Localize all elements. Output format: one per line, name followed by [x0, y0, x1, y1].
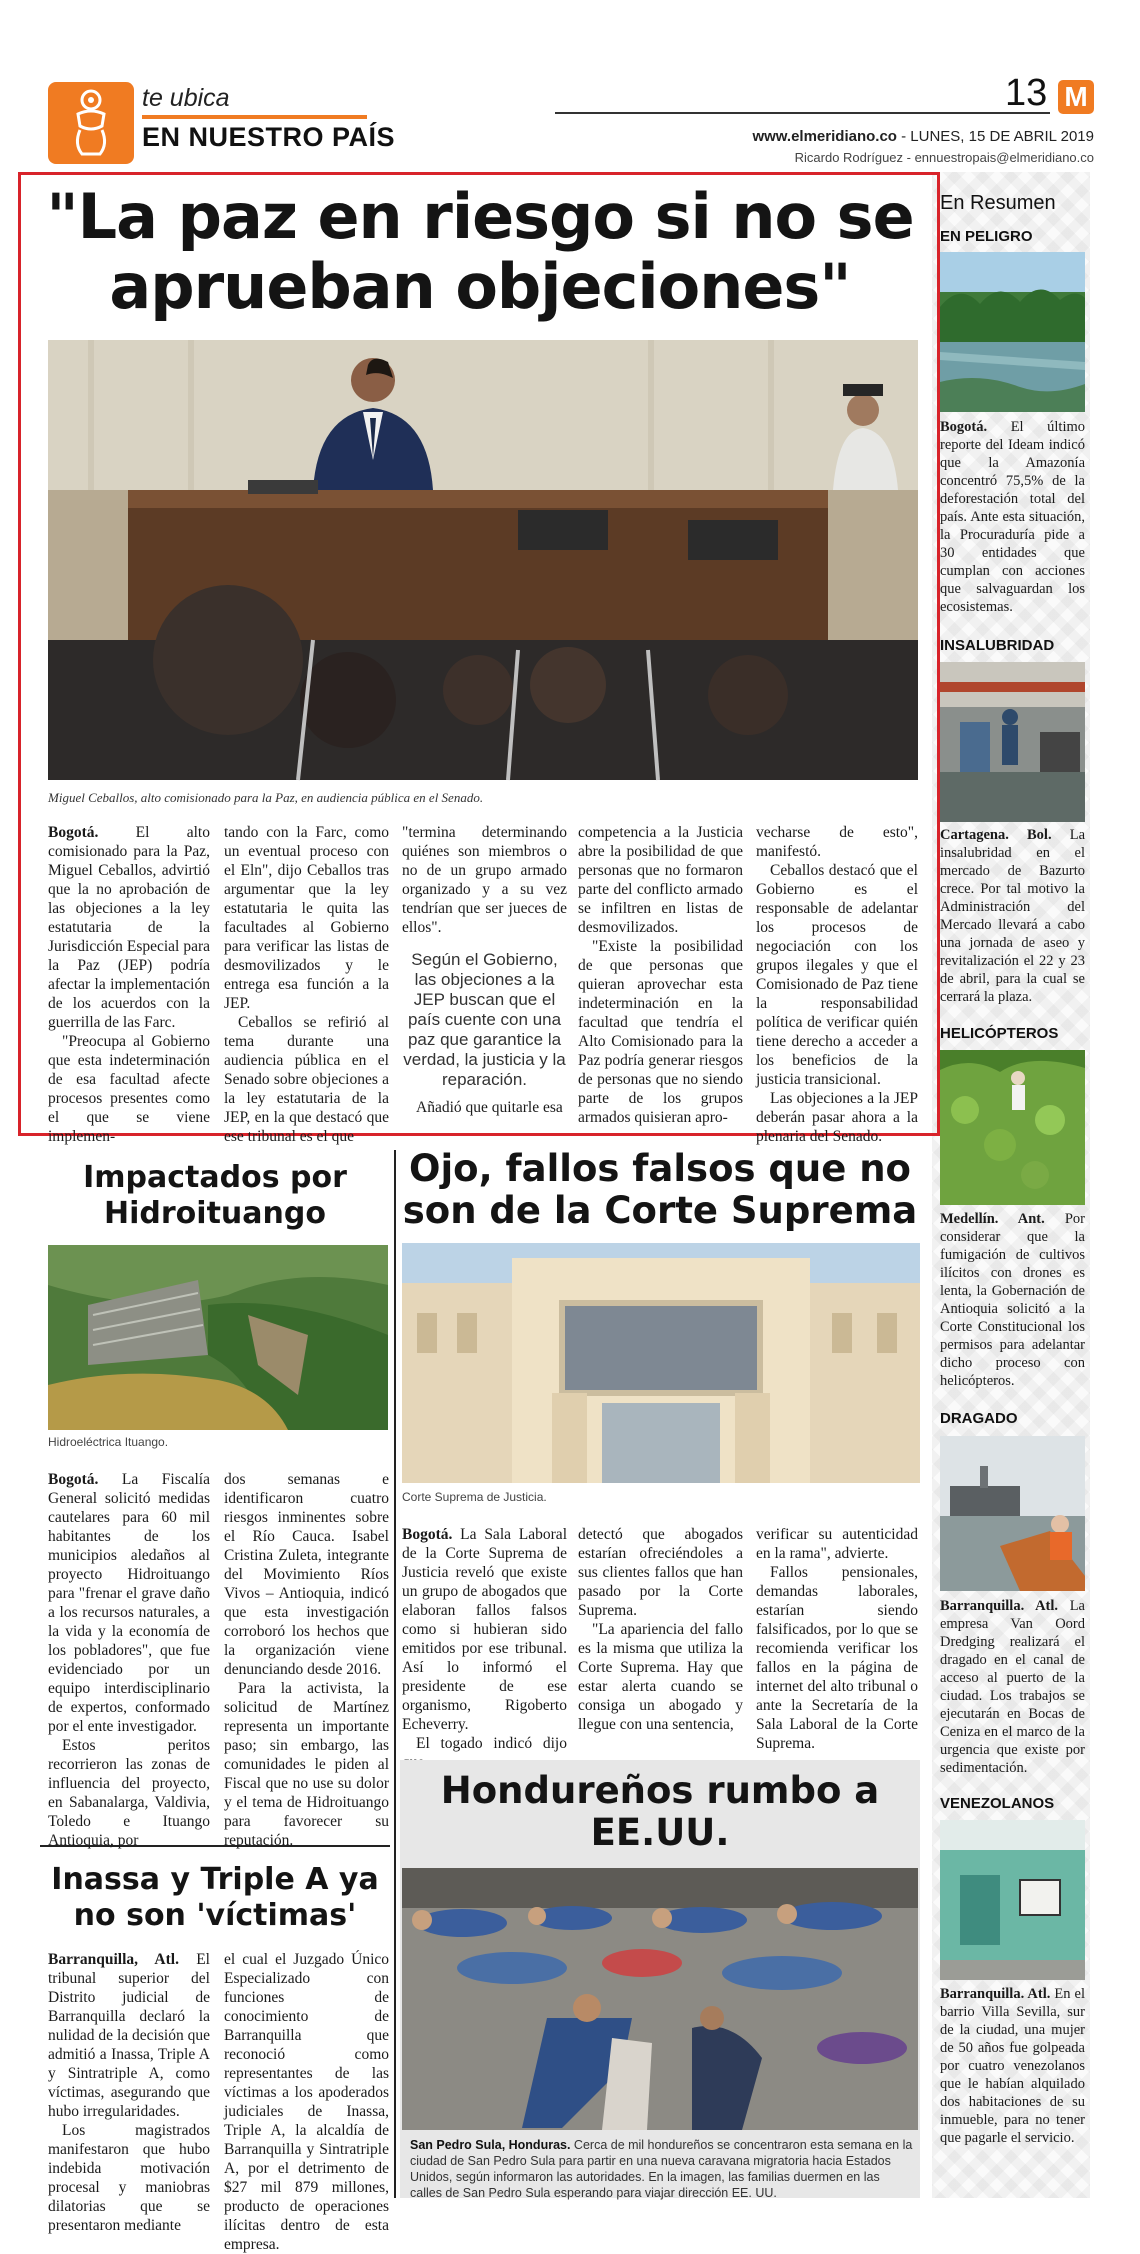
hondurenos-caption [410, 2137, 915, 2201]
resumen-place: Medellín. Ant. [940, 1211, 1045, 1227]
paragraph: Ceballos se refirió al tema durante una audiencia pública en el Senado sobre objeciones a la ley estatutaria de la JEP, en la que destacó que ese tribunal es el que [224, 1014, 389, 1145]
resumen-head-helicopteros: HELICÓPTEROS [940, 1025, 1059, 1042]
issue-date: - LUNES, 15 DE ABRIL 2019 [896, 128, 1094, 145]
main-column-4 [578, 823, 743, 1127]
resumen-photo-barrio [940, 1820, 1085, 1980]
hidro-column-1 [48, 1470, 210, 1850]
paragraph [48, 823, 210, 1032]
paragraph: Para la activista, la solicitud de Martínez representa un importante paso; sin embargo, las comunidades le piden al Fiscal que no use su dolor y el tema de Hidroituango para favorecer su reputación. [224, 1680, 389, 1849]
resumen-head-peligro: EN PELIGRO [940, 228, 1033, 245]
dateline: Bogotá. [48, 824, 99, 841]
inassa-column-1 [48, 1950, 210, 2235]
resumen-head-dragado: DRAGADO [940, 1410, 1018, 1427]
header-dateline [752, 128, 1094, 145]
page-number: 13 [1005, 72, 1048, 114]
hondurenos-photo [402, 1868, 918, 2130]
section-byline: Ricardo Rodríguez - ennuestropais@elmeridiano.co [794, 150, 1094, 165]
resumen-text-venezolanos [940, 1985, 1085, 2147]
paragraph: competencia a la Justicia abre la posibilidad de que personas que no formaron parte del conflicto armado se infiltren en listas de desmovilizados. [578, 824, 743, 936]
resumen-body: El último reporte del Ideam indicó que la Amazonía concentró 75,5% de la deforestación total del país. Ante esta situación, la Procuraduría pide a 30 entidades que cumplan con acciones que salvaguardan los ecosistemas. [940, 419, 1085, 615]
paragraph: tando con la Farc, como un eventual proceso con el Eln", dijo Ceballos tras argumentar que la ley estatutaria le quita las facultades al Gobierno para verificar las listas de desmovilizados y le entrega esa función a la JEP. [224, 824, 389, 1012]
resumen-body: La insalubridad en el mercado de Bazurto crece. Por tal motivo la Administración del Mercado llevará a cabo una jornada de aseo y revitalización el 22 y 23 de abril, para la cual se cerrará la plaza. [940, 827, 1086, 1005]
paragraph: Ceballos destacó que el Gobierno es el responsable de adelantar los procesos de negociación con los grupos ilegales y que el Comisionado de Paz tiene la responsabilidad política de verificar quién tiene derecho a acceder a los beneficios de la justicia transicional. [756, 862, 918, 1088]
paragraph: "termina determinando quiénes son miembros o no de un grupo armado organizado y a su vez tendrían que ser jueces de ellos". [402, 824, 567, 936]
column-divider [394, 1150, 396, 2198]
corte-headline: Ojo, fallos falsos que no son de la Corte Suprema [402, 1147, 918, 1232]
section-name: EN NUESTRO PAÍS [142, 122, 396, 152]
section-logo [48, 82, 134, 164]
resumen-text-insalubridad [940, 826, 1085, 1006]
paragraph: Añadió que quitarle esa [416, 1099, 563, 1116]
hidro-headline: Impactados por Hidroituango [83, 1160, 347, 1231]
caption-place: San Pedro Sula, Honduras. [410, 2138, 571, 2152]
paragraph: Fallos pensionales, demandas laborales, estarían siendo falsificados, por lo que se recomienda verificar los fallos en la página de internet del alto tribunal o ante la Secretaría de la Sala Laboral de la Corte Suprema. [756, 1564, 918, 1752]
site-url[interactable]: www.elmeridiano.co [752, 128, 897, 145]
header-rule [555, 112, 1050, 114]
resumen-text-peligro [940, 418, 1085, 616]
dateline: Bogotá. [402, 1526, 453, 1543]
resumen-head-insalubridad: INSALUBRIDAD [940, 637, 1055, 654]
resumen-place: Cartagena. Bol. [940, 827, 1052, 843]
corte-photo [402, 1243, 920, 1483]
paragraph [48, 1470, 210, 1736]
main-column-3 [402, 823, 567, 937]
inassa-column-2 [224, 1950, 389, 2254]
hidro-photo-caption: Hidroeléctrica Ituango. [48, 1435, 169, 1449]
paragraph: detectó que abogados estarían ofreciéndoles a sus clientes fallos que han pasado por la Corte Suprema. [578, 1526, 743, 1619]
hidro-photo [48, 1245, 388, 1430]
resumen-place: Bogotá. [940, 419, 988, 435]
resumen-head-venezolanos: VENEZOLANOS [940, 1795, 1055, 1812]
paragraph-text: La Sala Laboral de la Corte Suprema de Justicia reveló que existe un grupo de abogados que elaboran fallos falsos como si hubieran sido emitidos por ese tribunal. Así lo informó el presidente de ese organismo, Rigoberto Echeverry. [402, 1526, 567, 1733]
dateline: Bogotá. [48, 1471, 99, 1488]
resumen-text-dragado [940, 1597, 1085, 1777]
main-photo-caption: Miguel Ceballos, alto comisionado para la Paz, en audiencia pública en el Senado. [48, 790, 484, 805]
resumen-body: La empresa Van Oord Dredging realizará el dragado en el canal de acceso al puerto de la ciudad. Los trabajos se ejecutarán en Bocas de Ceniza en el marco de la urgencia que existe por sedimentación. [940, 1598, 1085, 1776]
paragraph: Estos peritos recorrieron las zonas de influencia del proyecto, en Sabanalarga, Valdivia, Toledo e Ituango Antioquia, por [48, 1737, 210, 1849]
main-column-1 [48, 823, 210, 1146]
paragraph-text: La Fiscalía General solicitó medidas cautelares para 60 mil habitantes de los municipios aledaños al proyecto Hidroituango para "frenar el grave daño a los recursos naturales, a la vida y la economía de los pobladores", que fue evidenciado por un equipo interdisciplinario de expertos, conformado por el ente investigador. [48, 1471, 210, 1735]
resumen-photo-dragado [940, 1436, 1085, 1591]
paragraph: "Preocupa al Gobierno que esta indeterminación de esa facultad afecte procesos presentes como el que se viene implemen- [48, 1033, 210, 1145]
main-column-5 [756, 823, 918, 1146]
paragraph: verificar su autenticidad en la rama", advierte. [756, 1526, 918, 1562]
caption-text: Cerca de mil hondureños se concentraron esta semana en la ciudad de San Pedro Sula para partir en una nueva caravana migratoria hacia Estados Unidos, según informaron las autoridades. En la imagen, las familias duermen en las calles de San Pedro Sula esperando para viajar dirección EE. UU. [410, 2138, 913, 2200]
inassa-headline: Inassa y Triple A ya no son 'víctimas' [51, 1862, 379, 1933]
resumen-photo-mercado [940, 662, 1085, 822]
paragraph: "La apariencia del fallo es la misma que utiliza la Corte Suprema. Hay que estar alerta cuando se consiga un abogado y llegue con una sentencia, [578, 1621, 743, 1733]
paragraph: vecharse de esto", manifestó. [756, 824, 918, 860]
main-headline: "La paz en riesgo si no se aprueban objeciones" [46, 180, 914, 323]
paragraph: El togado indicó dijo [416, 1735, 567, 1752]
paragraph-text: El tribunal superior del Distrito judicial de Barranquilla declaró la nulidad de la decisión que admitió a Inassa, Triple A y Sintratriple A, como víctimas, asegurando que hubo irregularidades. [48, 1951, 210, 2120]
paragraph: el cual el Juzgado Único Especializado con funciones de conocimiento de Barranquilla que reconoció como representantes de las víctimas a los apoderados judiciales de Inassa, Triple A, la alcaldía de Barranquilla y Sintratriple A, por el detrimento de $27 mil 879 millones, producto de operaciones ilícitas dentro de esta empresa. [224, 1951, 389, 2253]
resumen-body: En el barrio Villa Sevilla, sur de la ciudad, una mujer de 50 años fue golpeada por cuatro venezolanos que le habían alquilado dos habitaciones de su inmueble, para no tener que pagarle el servicio. [940, 1986, 1085, 2146]
corte-column-2 [578, 1525, 743, 1734]
paragraph [48, 1950, 210, 2121]
resumen-photo-cultivos [940, 1050, 1085, 1205]
corte-column-1 [402, 1525, 567, 1772]
paragraph-text: El alto comisionado para la Paz, Miguel Ceballos, advirtió que la no aprobación de las objeciones a la ley estatutaria de la Jurisdicción Especial para la Paz (JEP) podría afectar la implementación de los acuerdos con la guerrilla de las Farc. [48, 824, 210, 1031]
hondurenos-headline: Hondureños rumbo a EE.UU. [440, 1769, 880, 1854]
paragraph: "Existe la posibilidad de que personas que quieran aprovechar esta indeterminación en la facultad que tendría el Alto Comisionado para la Paz podría generar riesgos de personas que no siendo parte de los grupos armados quisieran apro- [578, 938, 743, 1126]
pull-quote: Según el Gobierno, las objeciones a la JEP buscan que el país cuente con una paz que garantice la verdad, la justicia y la reparación. [403, 950, 566, 1089]
paragraph: Los magistrados manifestaron que hubo indebida motivación procesal y maniobras dilatorias que se presentaron mediante [48, 2122, 210, 2234]
resumen-title: En Resumen [940, 192, 1056, 214]
hidro-column-2 [224, 1470, 389, 1850]
resumen-photo-amazonia [940, 252, 1085, 412]
resumen-text-helicopteros [940, 1210, 1085, 1390]
main-photo-senado [48, 340, 918, 780]
figure-icon [48, 82, 134, 164]
corte-photo-caption: Corte Suprema de Justicia. [402, 1490, 547, 1504]
resumen-body: Por considerar que la fumigación de cultivos ilícitos con drones es lenta, la Gobernación de Antioquia solicitó a la Corte Constitucional los permisos para adelantar dicho proceso con helicópteros. [940, 1211, 1085, 1389]
resumen-place: Barranquilla. Atl. [940, 1598, 1059, 1614]
section-kicker: te ubica [142, 84, 230, 112]
main-column-3-end [402, 1098, 567, 1117]
dateline: Barranquilla, Atl. [48, 1951, 179, 1968]
corte-column-3 [756, 1525, 918, 1753]
paragraph: dos semanas e identificaron cuatro riesgos inminentes sobre el Río Cauca. Isabel Cristina Zuleta, integrante del Movimiento Ríos Vivos – Antioquia, indicó que esta investigación corroboró los hechos que la organización viene denunciando desde 2016. [224, 1471, 389, 1678]
main-column-2 [224, 823, 389, 1146]
paragraph [402, 1525, 567, 1734]
kicker-rule [142, 115, 367, 119]
paragraph: Las objeciones a la JEP deberán pasar ahora a la plenaria del Senado. [756, 1090, 918, 1145]
newspaper-logo: M [1058, 80, 1094, 114]
resumen-place: Barranquilla. Atl. [940, 1986, 1051, 2002]
